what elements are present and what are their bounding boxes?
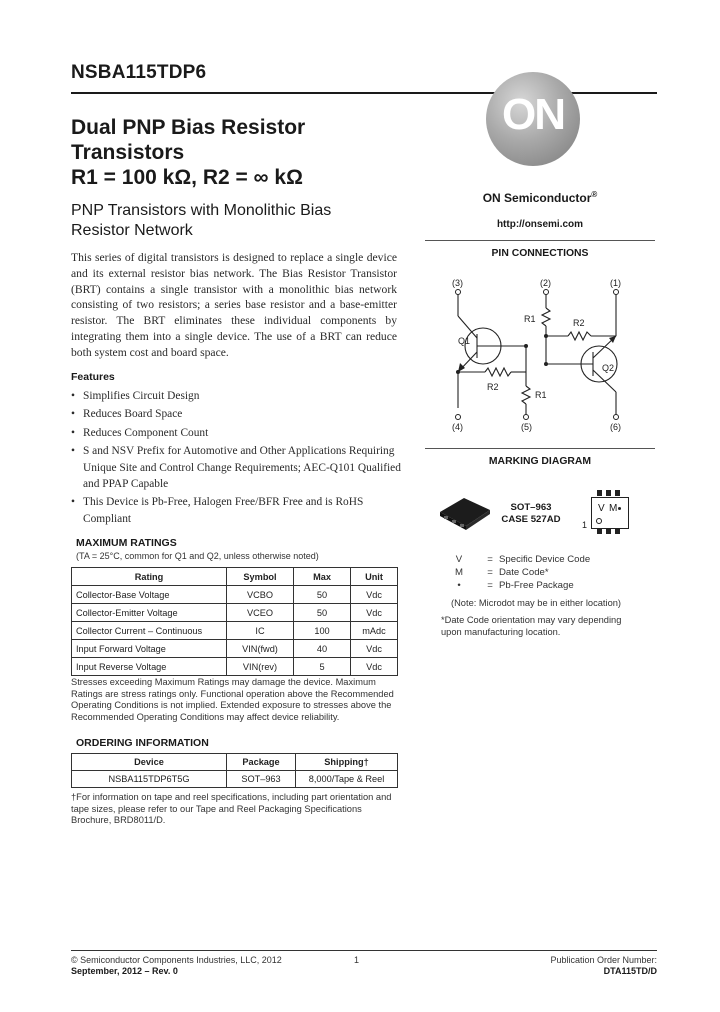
table-cell: VCBO <box>227 586 294 604</box>
footer-page: 1 <box>354 955 360 965</box>
divider <box>425 240 655 241</box>
table-header: Shipping† <box>296 754 398 771</box>
on-logo-text: ON <box>502 90 564 139</box>
lead-icon <box>615 490 620 496</box>
features-heading: Features <box>71 371 115 383</box>
table-cell: 50 <box>294 604 351 622</box>
max-ratings-table <box>71 567 398 676</box>
table-cell: VIN(rev) <box>227 658 294 676</box>
pin1-marker-icon <box>596 518 602 524</box>
marking-diagram-heading: MARKING DIAGRAM <box>488 456 592 467</box>
list-item: • Reduces Board Space <box>71 406 401 422</box>
sot963-package-image <box>436 490 496 534</box>
marking-legend <box>437 554 657 592</box>
table-cell: Vdc <box>351 640 398 658</box>
pin-connections-schematic <box>425 276 655 436</box>
list-item: • Simplifies Circuit Design <box>71 388 401 404</box>
microdot-icon <box>618 507 621 510</box>
features-list <box>71 388 401 529</box>
table-cell: Collector Current – Continuous <box>72 622 227 640</box>
brand-url[interactable]: http://onsemi.com <box>496 219 584 230</box>
footer-copyright: © Semiconductor Components Industries, LLC, 2012 <box>71 955 282 965</box>
q2-label: Q2 <box>602 363 615 373</box>
list-item: • = Pb-Free Package <box>457 579 574 591</box>
lead-icon <box>606 490 611 496</box>
table-header: Max <box>294 568 351 586</box>
table-row <box>72 604 398 622</box>
package-label: SOT–963 CASE 527AD <box>501 502 561 525</box>
footer-pub-number: DTA115TD/D <box>603 966 657 976</box>
document-title: Dual PNP Bias Resistor Transistors R1 = 100 kΩ, R2 = ∞ kΩ <box>71 116 306 189</box>
table-cell: 5 <box>294 658 351 676</box>
lead-icon <box>597 490 602 496</box>
date-code-note: *Date Code orientation may vary depending upon manufacturing location. <box>441 615 622 637</box>
table-header: Package <box>227 754 296 771</box>
ordering-heading: ORDERING INFORMATION <box>76 737 209 749</box>
table-header: Symbol <box>227 568 294 586</box>
lead-icon <box>606 528 611 534</box>
document-subtitle: PNP Transistors with Monolithic Bias Resistor Network <box>71 202 332 239</box>
footer-rule <box>71 950 657 951</box>
pin-label-1: (1) <box>610 278 621 288</box>
table-cell: VIN(fwd) <box>227 640 294 658</box>
table-cell: Vdc <box>351 586 398 604</box>
pin1-label: 1 <box>582 520 588 530</box>
table-cell: Collector-Base Voltage <box>72 586 227 604</box>
table-cell: VCEO <box>227 604 294 622</box>
q1-label: Q1 <box>458 336 471 346</box>
table-cell: mAdc <box>351 622 398 640</box>
microdot-note: (Note: Microdot may be in either location) <box>451 598 621 608</box>
list-item: • S and NSV Prefix for Automotive and Other Applications Requiring Unique Site and Control Change Requirements; AEC-Q101 Qualified and PPAP Capable <box>71 443 401 492</box>
lead-icon <box>615 528 620 534</box>
max-ratings-heading: MAXIMUM RATINGS <box>76 537 177 549</box>
pin-label-3: (3) <box>452 278 463 288</box>
table-cell: NSBA115TDP6T5G <box>72 771 227 788</box>
table-cell: 8,000/Tape & Reel <box>296 771 398 788</box>
table-header: Rating <box>72 568 227 586</box>
pin-label-4: (4) <box>452 422 463 432</box>
list-item: V = Specific Device Code <box>455 554 591 565</box>
pin-label-2: (2) <box>540 278 551 288</box>
table-cell: 40 <box>294 640 351 658</box>
table-cell: Collector-Emitter Voltage <box>72 604 227 622</box>
table-header: Unit <box>351 568 398 586</box>
list-item: • Reduces Component Count <box>71 425 401 441</box>
table-row <box>72 640 398 658</box>
part-number: NSBA115TDP6 <box>71 62 207 83</box>
table-row <box>72 658 398 676</box>
table-header-row <box>72 754 398 771</box>
footer-pub-label: Publication Order Number: <box>550 955 657 965</box>
table-row <box>72 771 398 788</box>
pin-connections-heading: PIN CONNECTIONS <box>491 248 589 259</box>
ordering-table <box>71 753 398 788</box>
table-row <box>72 622 398 640</box>
ordering-note: †For information on tape and reel specifications, including part orientation and tape sizes, please refer to our Tape and Reel Packaging Specifications Brochure, BRD8011/D. <box>71 792 392 826</box>
table-cell: Input Forward Voltage <box>72 640 227 658</box>
table-cell: SOT–963 <box>227 771 296 788</box>
table-header-row <box>72 568 398 586</box>
divider <box>425 448 655 449</box>
table-row <box>72 586 398 604</box>
table-cell: 100 <box>294 622 351 640</box>
intro-paragraph: This series of digital transistors is designed to replace a single device and its external resistor bias network. The Bias Resistor Transistor (BRT) contains a single transistor with a monolithic bias network consisting of two resistors; a series base resistor and a base-emitter resistor. The BRT eliminates these individual components by integrating them into a single device. The use of a BRT can reduce both system cost and board space. <box>71 251 397 359</box>
table-cell: 50 <box>294 586 351 604</box>
table-cell: Vdc <box>351 658 398 676</box>
r2-label-left: R2 <box>487 382 499 392</box>
marking-box: V M <box>591 497 629 529</box>
table-cell: Vdc <box>351 604 398 622</box>
table-header: Device <box>72 754 227 771</box>
pin-label-5: (5) <box>521 422 532 432</box>
table-cell: IC <box>227 622 294 640</box>
r1-label-bottom: R1 <box>535 390 547 400</box>
list-item: M = Date Code* <box>455 566 549 578</box>
max-ratings-condition: (TA = 25°C, common for Q1 and Q2, unless otherwise noted) <box>76 551 319 561</box>
pin-label-6: (6) <box>610 422 621 432</box>
r1-label-top: R1 <box>524 314 536 324</box>
list-item: • This Device is Pb-Free, Halogen Free/BFR Free and is RoHS Compliant <box>71 494 401 527</box>
max-ratings-note: Stresses exceeding Maximum Ratings may damage the device. Maximum Ratings are stress ratings only. Functional operation above the Recommended Operating Conditions is not implied. Extended exposure to stresses above the Recommended Operating Conditions may affect device reliability. <box>71 677 394 722</box>
r2-label-right: R2 <box>573 318 585 328</box>
lead-icon <box>597 528 602 534</box>
brand-name: ON Semiconductor® <box>482 190 598 205</box>
table-cell: Input Reverse Voltage <box>72 658 227 676</box>
footer-date: September, 2012 – Rev. 0 <box>71 966 178 976</box>
